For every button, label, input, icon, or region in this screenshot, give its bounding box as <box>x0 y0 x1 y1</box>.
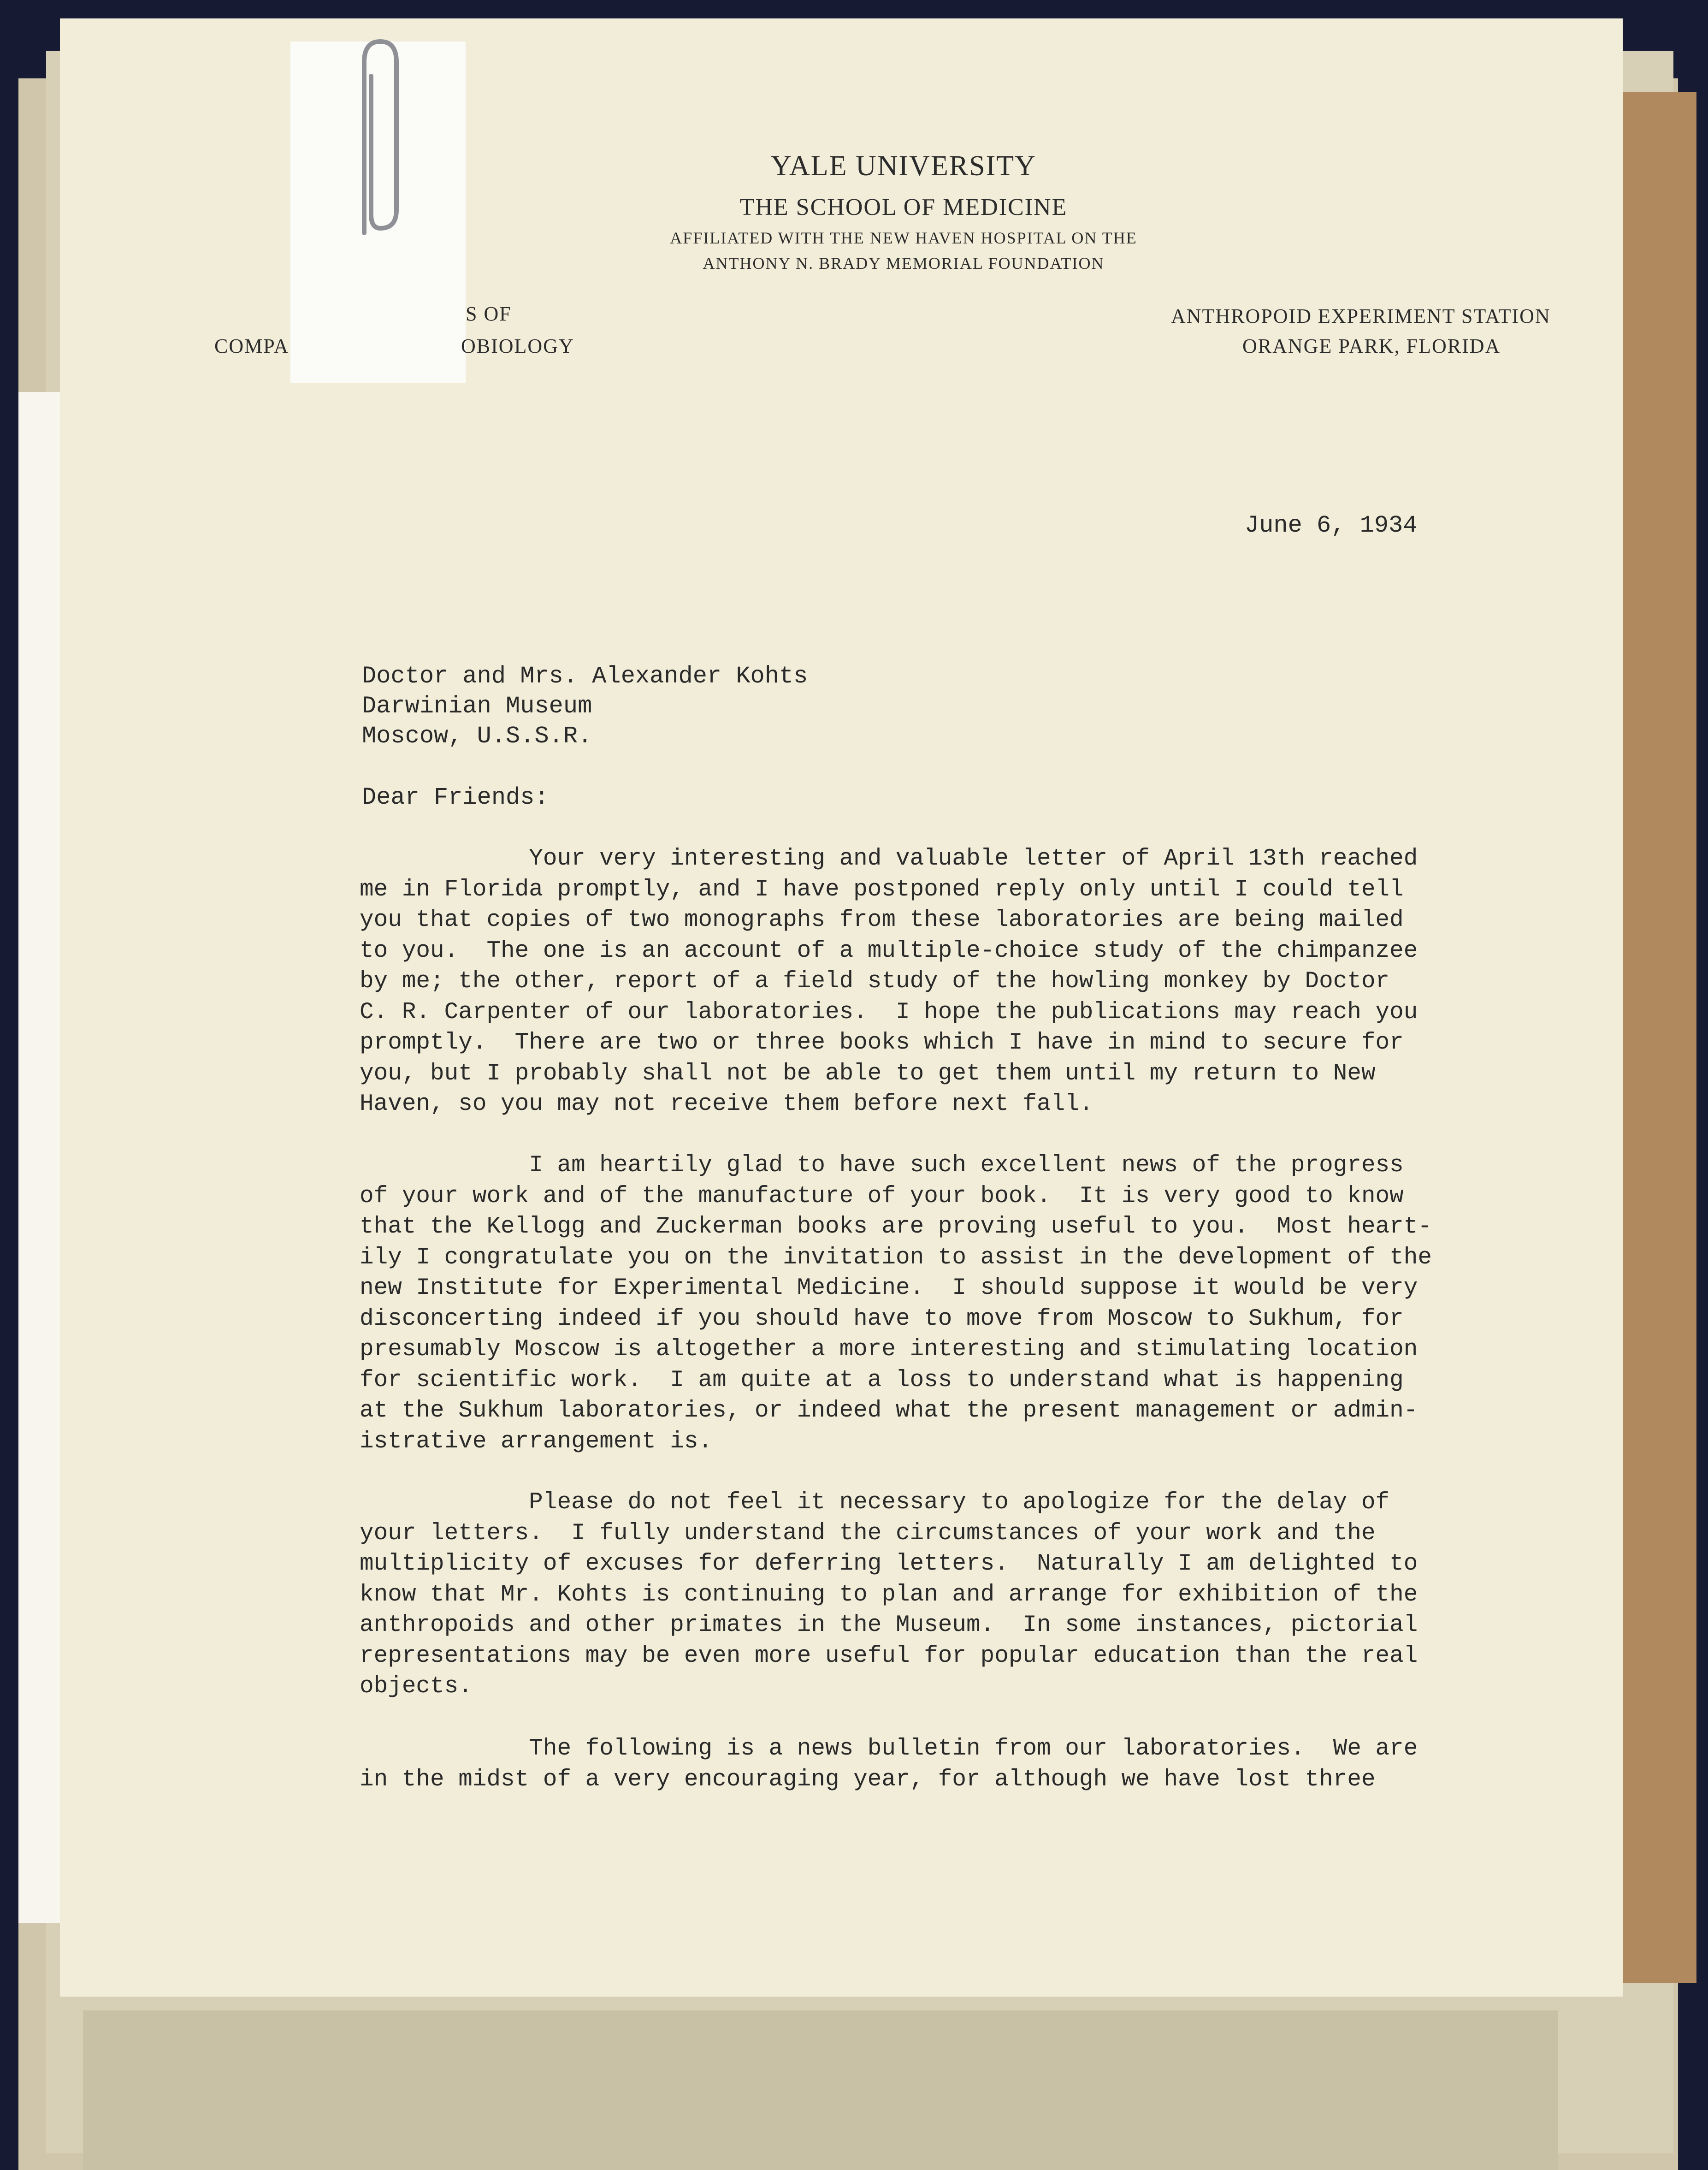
text-line: objects. <box>360 1673 473 1700</box>
text-line: by me; the other, report of a field study of the howling monkey by Doctor <box>360 968 1390 995</box>
text-line: you that copies of two monographs from these laboratories are being mailed <box>360 907 1404 933</box>
text-line: of your work and of the manufacture of your book. It is very good to know <box>360 1183 1404 1210</box>
text-line: presumably Moscow is altogether a more interesting and stimulating location <box>360 1336 1418 1363</box>
text-line: disconcerting indeed if you should have to move from Moscow to Sukhum, for <box>360 1305 1404 1332</box>
text-line: in the midst of a very encouraging year, for although we have lost three <box>360 1766 1376 1793</box>
recipient-name: Doctor and Mrs. Alexander Kohts <box>362 663 808 690</box>
text-line: istrative arrangement is. <box>360 1428 713 1455</box>
paragraph-1 <box>360 844 1418 1120</box>
text-line: to you. The one is an account of a multiple-choice study of the chimpanzee <box>360 937 1418 964</box>
letter-page <box>60 18 1623 1997</box>
paperclip-icon <box>346 35 406 237</box>
text-line: for scientific work. I am quite at a loss to understand what is happening <box>360 1367 1404 1393</box>
text-line: Your very interesting and valuable letter of April 13th reached <box>360 846 1418 872</box>
letterhead-department-fragment-2a: COMPA <box>214 335 290 357</box>
letterhead-affiliation-2: ANTHONY N. BRADY MEMORIAL FOUNDATION <box>703 254 1105 273</box>
text-line: C. R. Carpenter of our laboratories. I hope the publications may reach you <box>360 999 1418 1026</box>
white-paper-strip <box>18 392 65 1923</box>
text-line: multiplicity of excuses for deferring letters. Naturally I am delighted to <box>360 1551 1418 1577</box>
letterhead-department-fragment-1: S OF <box>466 302 512 325</box>
text-line: that the Kellogg and Zuckerman books are proving useful to you. Most heart- <box>360 1214 1432 1240</box>
text-line: at the Sukhum laboratories, or indeed what the present management or admin- <box>360 1398 1418 1424</box>
letterhead-department-fragment-2b: OBIOLOGY <box>461 335 574 357</box>
text-line: representations may be even more useful for popular education than the real <box>360 1642 1418 1669</box>
text-line: anthropoids and other primates in the Museum. In some instances, pictorial <box>360 1612 1418 1638</box>
letterhead-university: YALE UNIVERSITY <box>771 150 1036 182</box>
paper-stack-bottom <box>83 2010 1558 2170</box>
text-line: promptly. There are two or three books which I have in mind to secure for <box>360 1030 1404 1056</box>
letter-date: June 6, 1934 <box>1245 512 1418 539</box>
letterhead-school: THE SCHOOL OF MEDICINE <box>739 194 1068 220</box>
paragraph-3 <box>360 1488 1418 1702</box>
recipient-institution: Darwinian Museum <box>362 693 592 720</box>
letterhead-location: ORANGE PARK, FLORIDA <box>1242 335 1501 357</box>
text-line: Please do not feel it necessary to apologize for the delay of <box>360 1489 1390 1516</box>
letterhead-station: ANTHROPOID EXPERIMENT STATION <box>1171 305 1551 327</box>
text-line: The following is a news bulletin from our laboratories. We are <box>360 1736 1418 1762</box>
text-line: know that Mr. Kohts is continuing to plan and arrange for exhibition of the <box>360 1581 1418 1608</box>
text-line: your letters. I fully understand the circumstances of your work and the <box>360 1520 1376 1547</box>
paragraph-2 <box>360 1150 1432 1457</box>
letterhead-affiliation-1: AFFILIATED WITH THE NEW HAVEN HOSPITAL ON THE <box>670 229 1137 247</box>
text-line: I am heartily glad to have such excellent news of the progress <box>360 1152 1404 1179</box>
text-line: me in Florida promptly, and I have postponed reply only until I could tell <box>360 876 1404 903</box>
text-line: you, but I probably shall not be able to get them until my return to New <box>360 1060 1376 1087</box>
salutation: Dear Friends: <box>362 784 549 811</box>
paragraph-4 <box>360 1734 1418 1795</box>
text-line: ily I congratulate you on the invitation to assist in the development of the <box>360 1244 1432 1271</box>
recipient-city: Moscow, U.S.S.R. <box>362 723 592 750</box>
text-line: Haven, so you may not receive them before next fall. <box>360 1091 1093 1117</box>
text-line: new Institute for Experimental Medicine. I should suppose it would be very <box>360 1275 1418 1301</box>
